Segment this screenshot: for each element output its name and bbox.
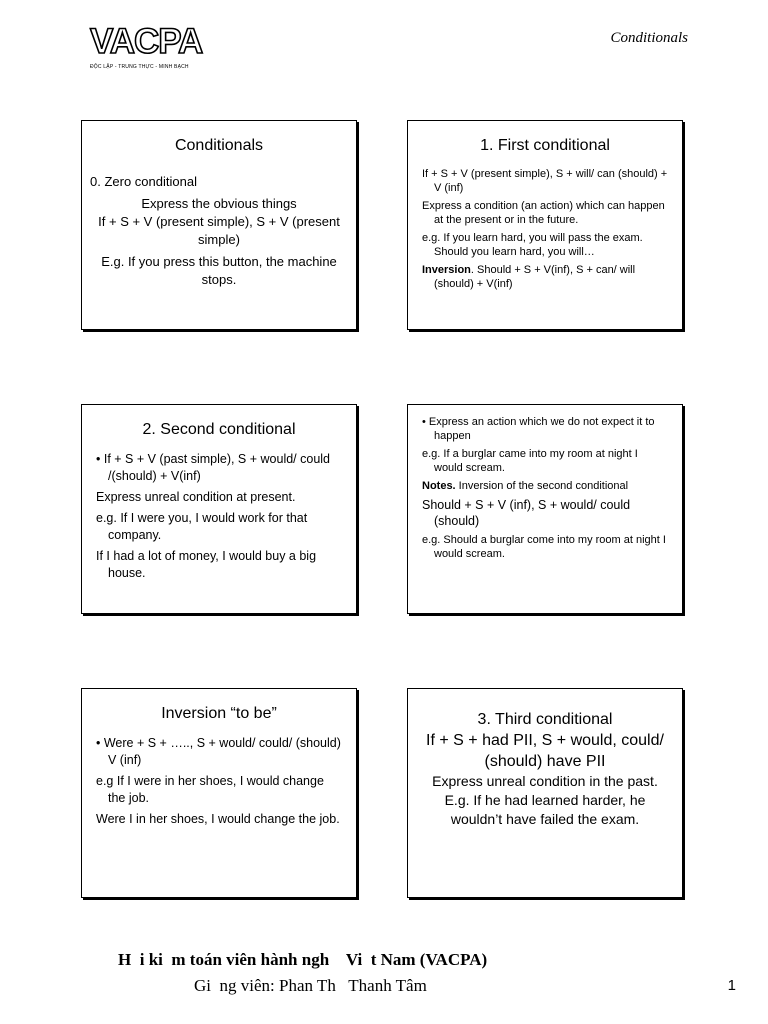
slide-conditionals: [81, 120, 357, 330]
slide-first-conditional: [407, 120, 683, 330]
slide-title: 1. First conditional: [480, 137, 610, 154]
slide-line: If + S + V (present simple), S + will/ can (should) + V (inf): [422, 168, 668, 194]
slide-line: [422, 263, 668, 291]
slide-line: • Express an action which we do not expect it to happen: [422, 416, 655, 442]
slide-line: e.g. If a burglar came into my room at night I would scream.: [422, 448, 638, 474]
slide-line: Should + S + V (inf), S + would/ could (should): [422, 498, 631, 528]
logo-text: VACPA: [90, 22, 203, 61]
slide-line: 0. Zero conditional: [90, 174, 197, 189]
slide-line: Express a condition (an action) which can happen at the present or in the future.: [422, 200, 665, 226]
slide-title: 3. Third conditional: [477, 711, 613, 728]
slide-line: E.g. If you press this button, the machine stops.: [101, 254, 337, 287]
slide-second-conditional-cont: [407, 404, 683, 614]
slide-inversion-to-be: [81, 688, 357, 898]
slide-line: If + S + had PII, S + would, could/ (should) have PII: [426, 732, 664, 770]
slide-line: e.g If I were in her shoes, I would change the job.: [96, 774, 324, 805]
page-header-title: Conditionals: [610, 30, 688, 46]
slide-line: If + S + V (present simple), S + V (present simple): [98, 214, 340, 247]
slide-line: Express the obvious things: [141, 196, 297, 211]
slide-line: E.g. If he had learned harder, he wouldn’t have failed the exam.: [444, 792, 646, 827]
slide-line: e.g. If you learn hard, you will pass the exam. Should you learn hard, you will…: [422, 232, 643, 258]
page-number: 1: [727, 977, 736, 994]
logo-tagline: ĐỘC LẬP - TRUNG THỰC - MINH BẠCH: [90, 64, 189, 70]
slide-title: Inversion “to be”: [161, 705, 277, 722]
slide-line: Express unreal condition at present.: [96, 490, 296, 504]
notes-label: Notes.: [422, 480, 456, 492]
slide-line: Express unreal condition in the past.: [432, 773, 658, 789]
inversion-text: . Should + S + V(inf), S + can/ will (should) + V(inf): [434, 264, 636, 290]
slide-third-conditional: [407, 688, 683, 898]
slide-title: 2. Second conditional: [142, 421, 296, 438]
slide-second-conditional: [81, 404, 357, 614]
slide-line: e.g. If I were you, I would work for that company.: [96, 511, 308, 542]
inversion-label: Inversion: [422, 264, 471, 276]
slide-line: [422, 479, 668, 493]
footer-organization: H i ki m toán viên hành ngh Vi t Nam (VACPA): [118, 950, 488, 969]
slide-line: If I had a lot of money, I would buy a big house.: [96, 549, 317, 580]
slide-line: e.g. Should a burglar come into my room at night I would scream.: [422, 534, 666, 560]
slide-title: Conditionals: [174, 137, 264, 154]
vacpa-logo: [90, 24, 205, 74]
slide-line: • Were + S + ….., S + would/ could/ (should) V (inf): [96, 736, 341, 767]
footer-lecturer: Gi ng viên: Phan Th Thanh Tâm: [194, 976, 427, 995]
slide-line: • If + S + V (past simple), S + would/ could /(should) + V(inf): [96, 452, 330, 483]
slide-line: Were I in her shoes, I would change the job.: [96, 812, 340, 826]
notes-text: Inversion of the second conditional: [455, 480, 629, 492]
